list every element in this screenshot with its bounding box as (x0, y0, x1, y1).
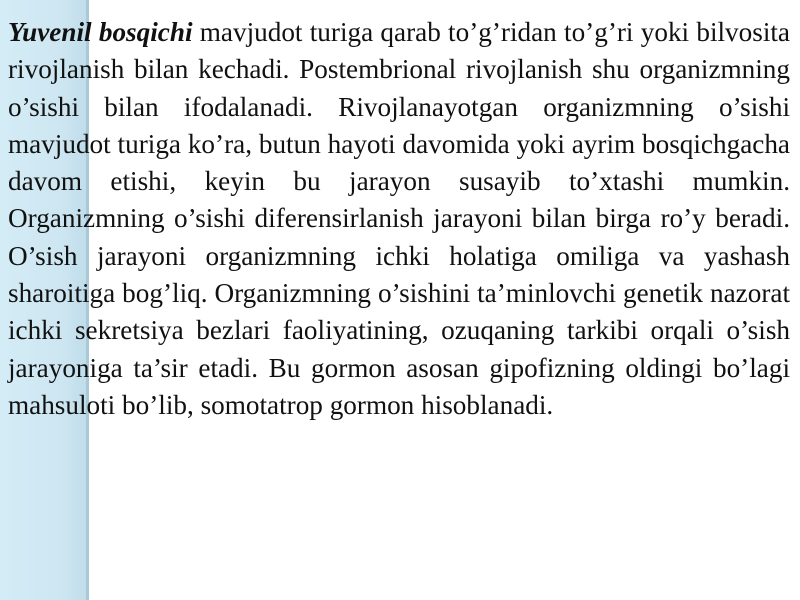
paragraph-text: mavjudot turiga qarab to’g’ridan to’g’ri yoki bilvosita rivojlanish bilan kechadi. Postembrional rivojlanish shu organizmning o’sishi bilan ifodalanadi. Rivojlanayotgan organizmning o’sishi mavjudot turiga ko’ra, butun hayoti davomida yoki ayrim bosqichgacha davom etishi, keyin bu jarayon susayib to’xtashi mumkin. Organizmning o’sishi diferensirlanish jarayoni bilan birga ro’y beradi. O’sish jarayoni organizmning ichki holatiga omiliga va yashash sharoitiga bog’liq. Organizmning o’sishini ta’minlovchi genetik nazorat ichki sekretsiya bezlari faoliyatining, ozuqaning tarkibi orqali o’sish jarayoniga ta’sir etadi. Bu gormon asosan gipofizning oldingi bo’lagi mahsuloti bo’lib, somotatrop gormon hisoblanadi. (8, 17, 790, 420)
body-paragraph (8, 14, 790, 424)
paragraph-lead-term: Yuvenil bosqichi (8, 17, 193, 47)
